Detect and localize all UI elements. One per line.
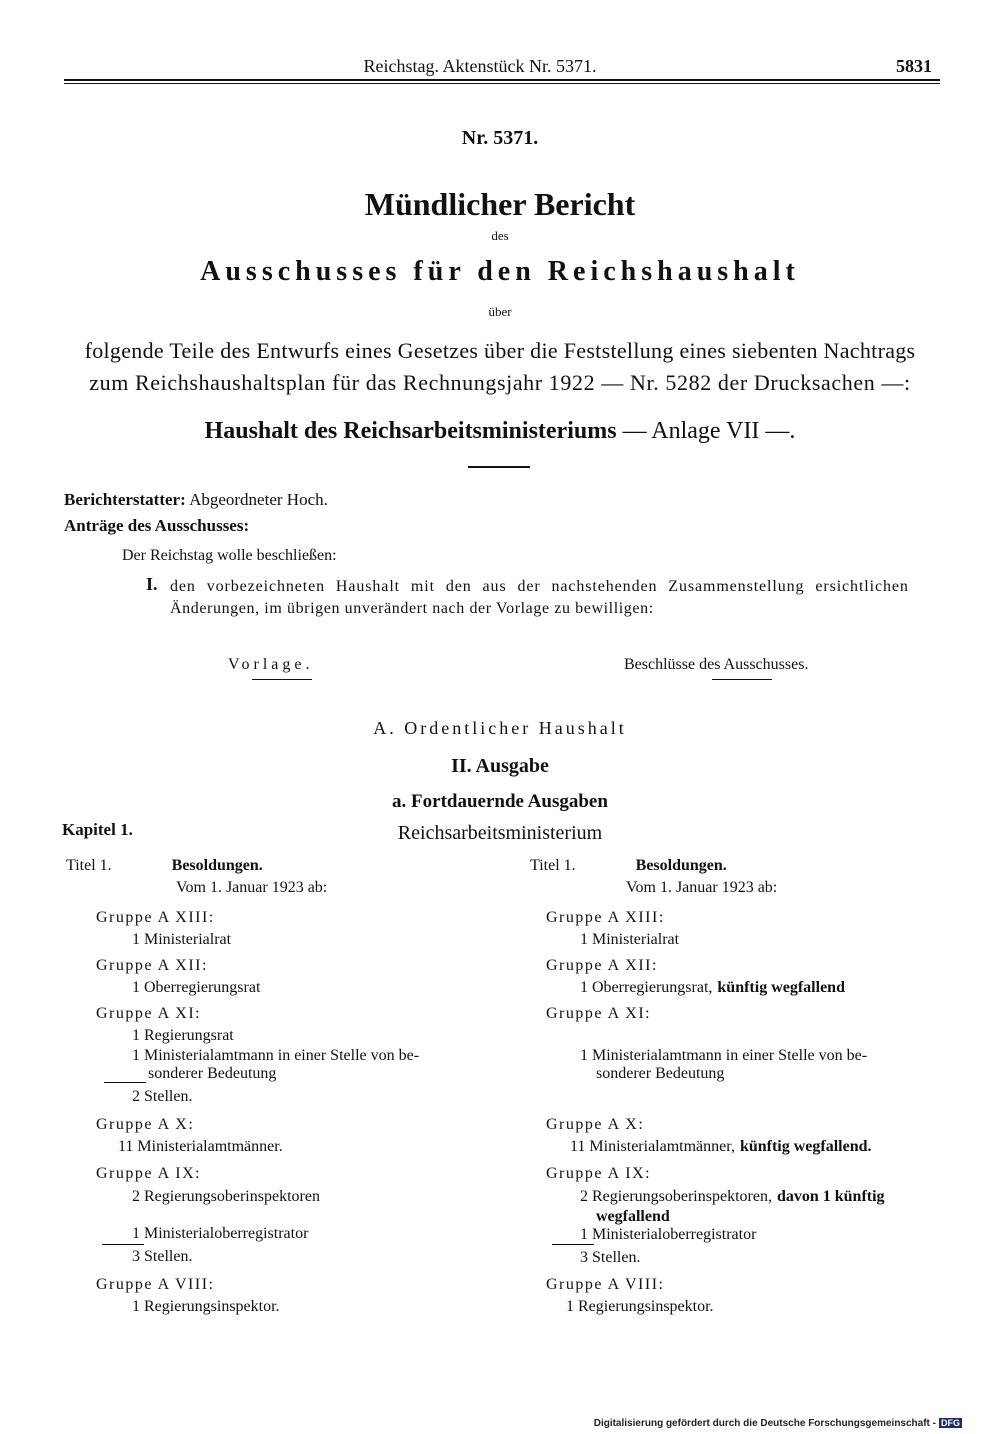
line-bold-text: Besoldungen. (635, 857, 727, 874)
header-rule (64, 79, 940, 81)
item-I-line-1: den vorbezeichneten Haushalt mit den aus der nachstehenden Zusammenstellung ersichtlichen (170, 578, 909, 595)
list-item (530, 856, 727, 876)
ministry: Reichsarbeitsministerium (397, 822, 603, 844)
list-item (132, 1026, 234, 1046)
line-text: 1 Regierungsinspektor. (566, 1298, 714, 1315)
line-text: Gruppe A XI: (546, 1005, 652, 1022)
line-text: 1 Ministerialamtmann in einer Stelle von be- (580, 1047, 868, 1064)
line-text: 11 Ministerialamtmänner. (118, 1138, 283, 1155)
line-text: 2 Regierungsoberinspektoren, (580, 1188, 772, 1205)
line-text: Gruppe A X: (546, 1116, 645, 1133)
vorlage-rule (252, 679, 312, 680)
list-item (546, 1004, 651, 1024)
line-text: sonderer Bedeutung (596, 1065, 725, 1082)
line-text: Gruppe A VIII: (546, 1276, 665, 1293)
line-text: Titel 1. (66, 857, 112, 874)
berichterstatter (64, 490, 328, 510)
list-item (132, 1187, 320, 1207)
line-text: Gruppe A XII: (546, 957, 658, 974)
list-item (132, 1087, 192, 1107)
line-text: 1 Ministerialrat (580, 931, 680, 948)
line-text: 3 Stellen. (580, 1249, 641, 1266)
header-rule-thin (64, 83, 940, 84)
list-item (96, 1115, 194, 1135)
list-item (546, 1115, 644, 1135)
dfg-logo: DFG (941, 1418, 960, 1428)
list-item (546, 1164, 651, 1184)
line-text: 1 Ministerialoberregistrator (132, 1225, 309, 1242)
list-item (566, 1297, 714, 1317)
list-item (546, 1275, 664, 1295)
footer-text: Digitalisierung gefördert durch die Deutsche Forschungsgemeinschaft - (593, 1418, 936, 1429)
list-item (176, 878, 327, 898)
sum-rule (102, 1244, 144, 1245)
list-item (96, 956, 208, 976)
list-item (580, 930, 679, 950)
line-text: 1 Oberregierungsrat (132, 979, 261, 996)
list-item (546, 908, 665, 928)
list-item (580, 1225, 756, 1245)
item-I-number: I. (146, 574, 158, 594)
list-item (148, 1064, 276, 1084)
berichterstatter-value: Abgeordneter Hoch. (189, 490, 328, 509)
section-rule (468, 466, 530, 468)
haushalt-heading (0, 416, 1000, 446)
line-text: Gruppe A XIII: (546, 909, 665, 926)
list-item (132, 1247, 192, 1267)
line-text: Gruppe A VIII: (96, 1276, 215, 1293)
column-head-beschluesse: Beschlüsse des Ausschusses. (624, 656, 809, 673)
haushalt-title: Haushalt des Reichsarbeitsministeriums (204, 418, 617, 444)
list-item (66, 856, 263, 876)
report-title: Mündlicher Bericht (364, 186, 636, 222)
haushalt-suffix: — Anlage VII —. (622, 418, 796, 444)
list-item (596, 1207, 670, 1227)
line-text: sonderer Bedeutung (148, 1065, 277, 1082)
line-text: Gruppe A IX: (546, 1165, 652, 1182)
line-text: Vom 1. Januar 1923 ab: (626, 879, 778, 896)
sum-rule (552, 1244, 594, 1245)
footer (594, 1418, 962, 1429)
subject-line-1: folgende Teile des Entwurfs eines Gesetzes über die Feststellung eines siebenten Nachtrags (84, 338, 916, 363)
line-bold-text: künftig wegfallend. (739, 1138, 872, 1155)
line-text: 11 Ministerialamtmänner, (570, 1138, 735, 1155)
line-text: Gruppe A IX: (96, 1165, 202, 1182)
doc-number: Nr. 5371. (461, 127, 539, 149)
line-text: Titel 1. (530, 857, 576, 874)
line-text: 1 Ministerialamtmann in einer Stelle von be- (132, 1047, 420, 1064)
column-head-vorlage: Vorlage. (228, 656, 314, 673)
line-bold-text: künftig wegfallend (717, 979, 845, 996)
list-item (132, 1224, 308, 1244)
line-text: Vom 1. Januar 1923 ab: (176, 879, 328, 896)
antraege-heading: Anträge des Ausschusses: (64, 516, 250, 535)
list-item (580, 978, 845, 998)
beschluesse-rule (712, 679, 772, 680)
kapitel: Kapitel 1. (62, 820, 133, 839)
list-item (96, 908, 215, 928)
list-item (132, 978, 260, 998)
line-bold-text: wegfallend (596, 1208, 670, 1225)
list-item (132, 930, 231, 950)
line-text: Gruppe A XIII: (96, 909, 215, 926)
title-des: des (491, 228, 509, 243)
running-title: Reichstag. Aktenstück Nr. 5371. (363, 56, 597, 76)
list-item (96, 1164, 201, 1184)
line-text: 2 Stellen. (132, 1088, 193, 1105)
list-item (132, 1046, 419, 1066)
line-text: 1 Regierungsrat (132, 1027, 234, 1044)
reichstag-line: Der Reichstag wolle beschließen: (122, 547, 337, 564)
list-item (596, 1064, 724, 1084)
list-item (580, 1187, 885, 1207)
list-item (580, 1046, 867, 1066)
berichterstatter-label: Berichterstatter: (64, 490, 186, 509)
list-item (96, 1275, 214, 1295)
sum-rule (104, 1082, 146, 1083)
item-I-line-2: Änderungen, im übrigen unverändert nach der Vorlage zu bewilligen: (170, 600, 654, 617)
line-text: Gruppe A XII: (96, 957, 208, 974)
line-text: Gruppe A X: (96, 1116, 195, 1133)
subject-line-2: zum Reichshaushaltsplan für das Rechnungsjahr 1922 — Nr. 5282 der Drucksachen —: (89, 370, 911, 395)
section-a: a. Fortdauernde Ausgaben (392, 791, 608, 812)
line-text: 1 Oberregierungsrat, (580, 979, 713, 996)
line-text: 1 Ministerialrat (132, 931, 232, 948)
list-item (546, 956, 658, 976)
line-bold-text: Besoldungen. (171, 857, 263, 874)
list-item (132, 1297, 280, 1317)
line-text: 3 Stellen. (132, 1248, 193, 1265)
list-item (96, 1004, 201, 1024)
line-bold-text: davon 1 künftig (776, 1188, 885, 1205)
list-item (626, 878, 777, 898)
list-item (580, 1248, 640, 1268)
line-text: 1 Regierungsinspektor. (132, 1298, 280, 1315)
section-II: II. Ausgabe (451, 755, 549, 777)
list-item (570, 1137, 872, 1157)
line-text: 2 Regierungsoberinspektoren (132, 1188, 320, 1205)
line-text: Gruppe A XI: (96, 1005, 202, 1022)
committee-title: Ausschusses für den Reichshaushalt (200, 256, 800, 287)
section-A: A. Ordentlicher Haushalt (373, 718, 627, 738)
page-number: 5831 (896, 56, 932, 76)
line-text: 1 Ministerialoberregistrator (580, 1226, 757, 1243)
ueber: über (488, 304, 512, 319)
list-item (118, 1137, 283, 1157)
